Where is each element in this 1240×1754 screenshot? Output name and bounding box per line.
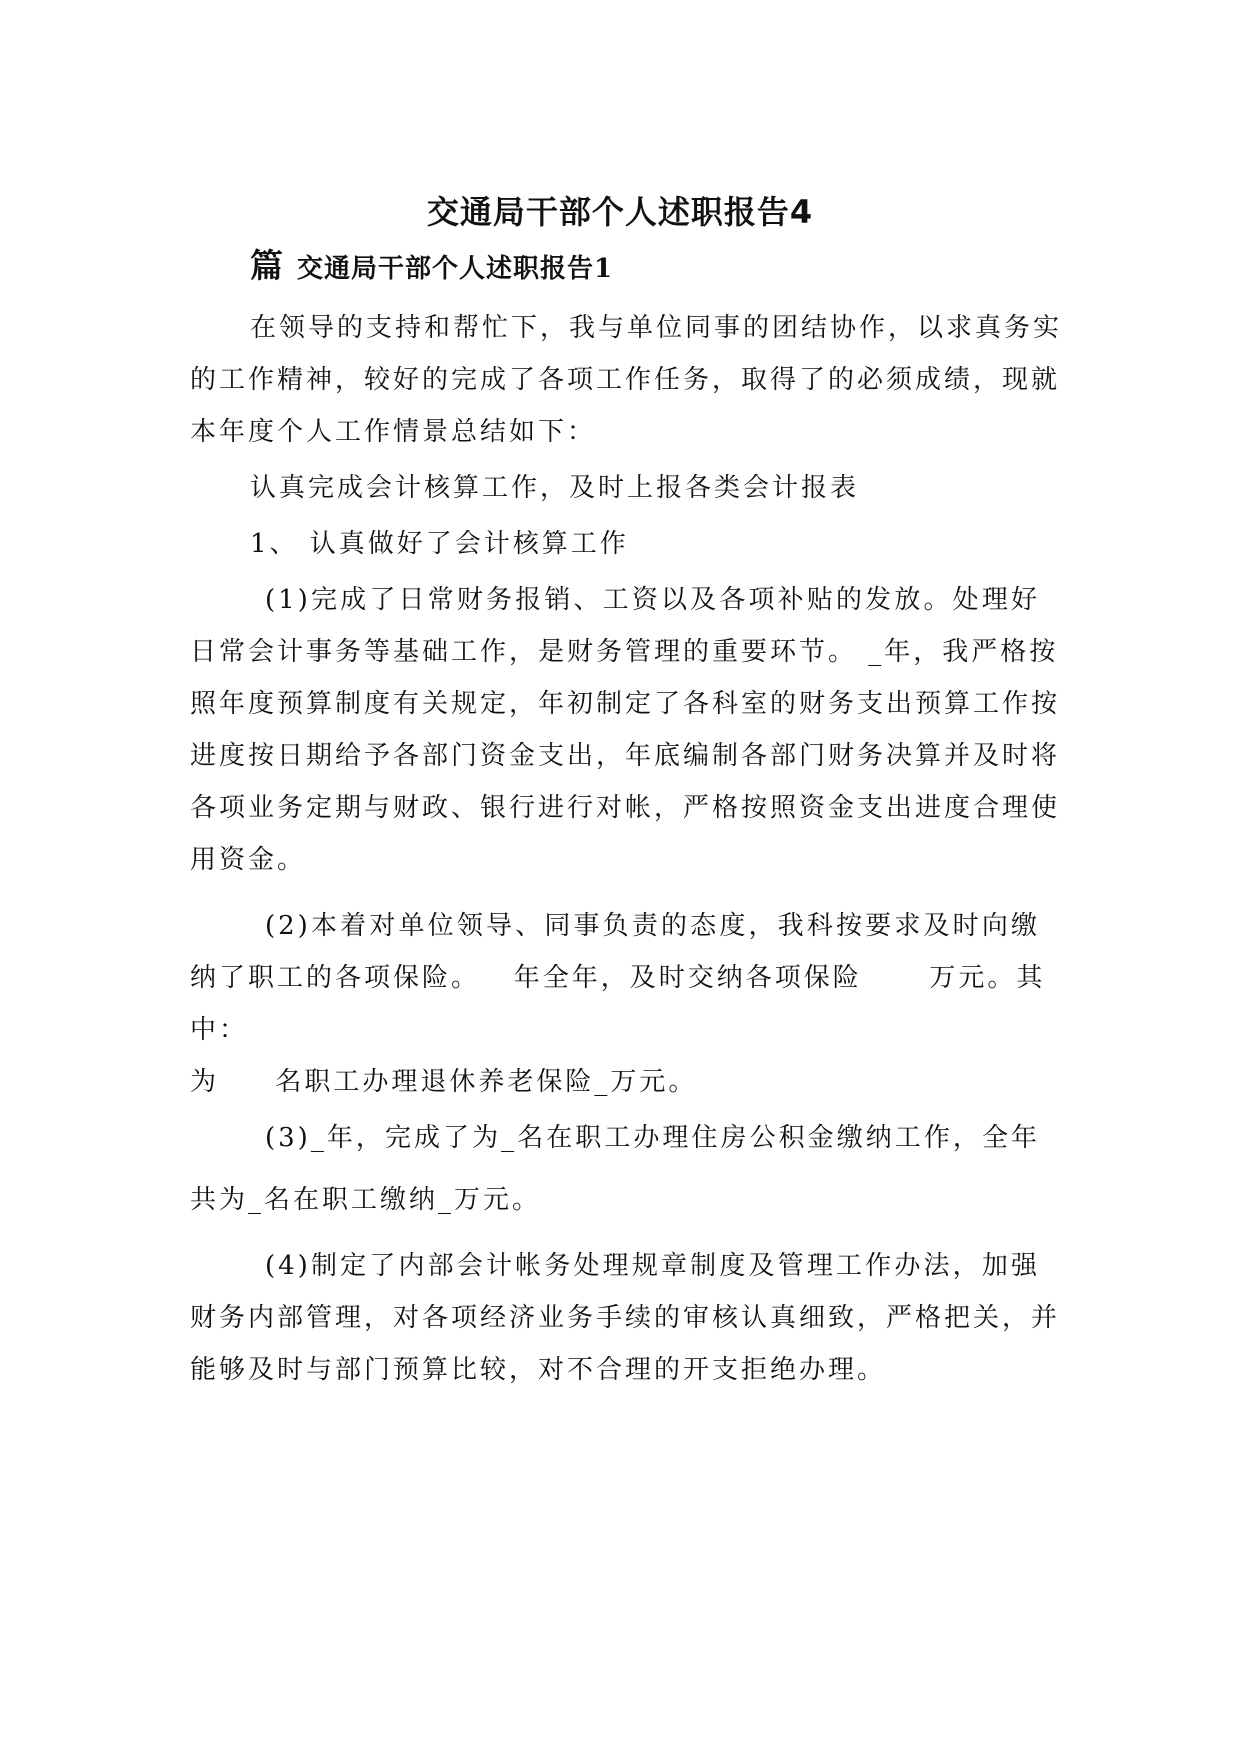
paragraph-line: (1)完成了日常财务报销、工资以及各项补贴的发放。处理好 xyxy=(265,585,1040,615)
paragraph-line: 为 名职工办理退休养老保险_万元。 xyxy=(190,1067,698,1097)
paragraph-line: 纳了职工的各项保险。 年全年，及时交纳各项保险 万元。其 xyxy=(190,963,1046,993)
paragraph-line: 用资金。 xyxy=(190,845,307,875)
section-heading: 认真完成会计核算工作，及时上报各类会计报表 xyxy=(250,473,860,503)
paragraph-line: 日常会计事务等基础工作，是财务管理的重要环节。 _年，我严格按 xyxy=(190,637,1059,667)
subtitle-prefix: 篇 xyxy=(250,246,283,285)
paragraph-line: 本年度个人工作情景总结如下： xyxy=(190,417,597,447)
list-heading: 1、 认真做好了会计核算工作 xyxy=(250,529,629,559)
paragraph-line: (3)_年，完成了为_名在职工办理住房公积金缴纳工作，全年 xyxy=(265,1123,1040,1153)
paragraph-line: 在领导的支持和帮忙下，我与单位同事的团结协作，以求真务实 xyxy=(250,313,1063,343)
paragraph-line: (2)本着对单位领导、同事负责的态度，我科按要求及时向缴 xyxy=(265,911,1040,941)
paragraph-line: 照年度预算制度有关规定，年初制定了各科室的财务支出预算工作按 xyxy=(190,689,1061,719)
paragraph-line: 各项业务定期与财政、银行进行对帐，严格按照资金支出进度合理使 xyxy=(190,793,1061,823)
document-title: 交通局干部个人述职报告4 xyxy=(426,193,814,231)
paragraph-line: 进度按日期给予各部门资金支出，年底编制各部门财务决算并及时将 xyxy=(190,741,1061,771)
document-subtitle xyxy=(250,246,613,292)
paragraph-line: 中： xyxy=(190,1015,249,1045)
paragraph-line: 能够及时与部门预算比较，对不合理的开支拒绝办理。 xyxy=(190,1355,887,1385)
subtitle-text: 交通局干部个人述职报告1 xyxy=(297,254,614,284)
paragraph-line: 共为_名在职工缴纳_万元。 xyxy=(190,1185,542,1215)
paragraph-line: (4)制定了内部会计帐务处理规章制度及管理工作办法，加强 xyxy=(265,1251,1040,1281)
paragraph-line: 财务内部管理，对各项经济业务手续的审核认真细致，严格把关，并 xyxy=(190,1303,1061,1333)
paragraph-line: 的工作精神，较好的完成了各项工作任务，取得了的必须成绩，现就 xyxy=(190,365,1061,395)
